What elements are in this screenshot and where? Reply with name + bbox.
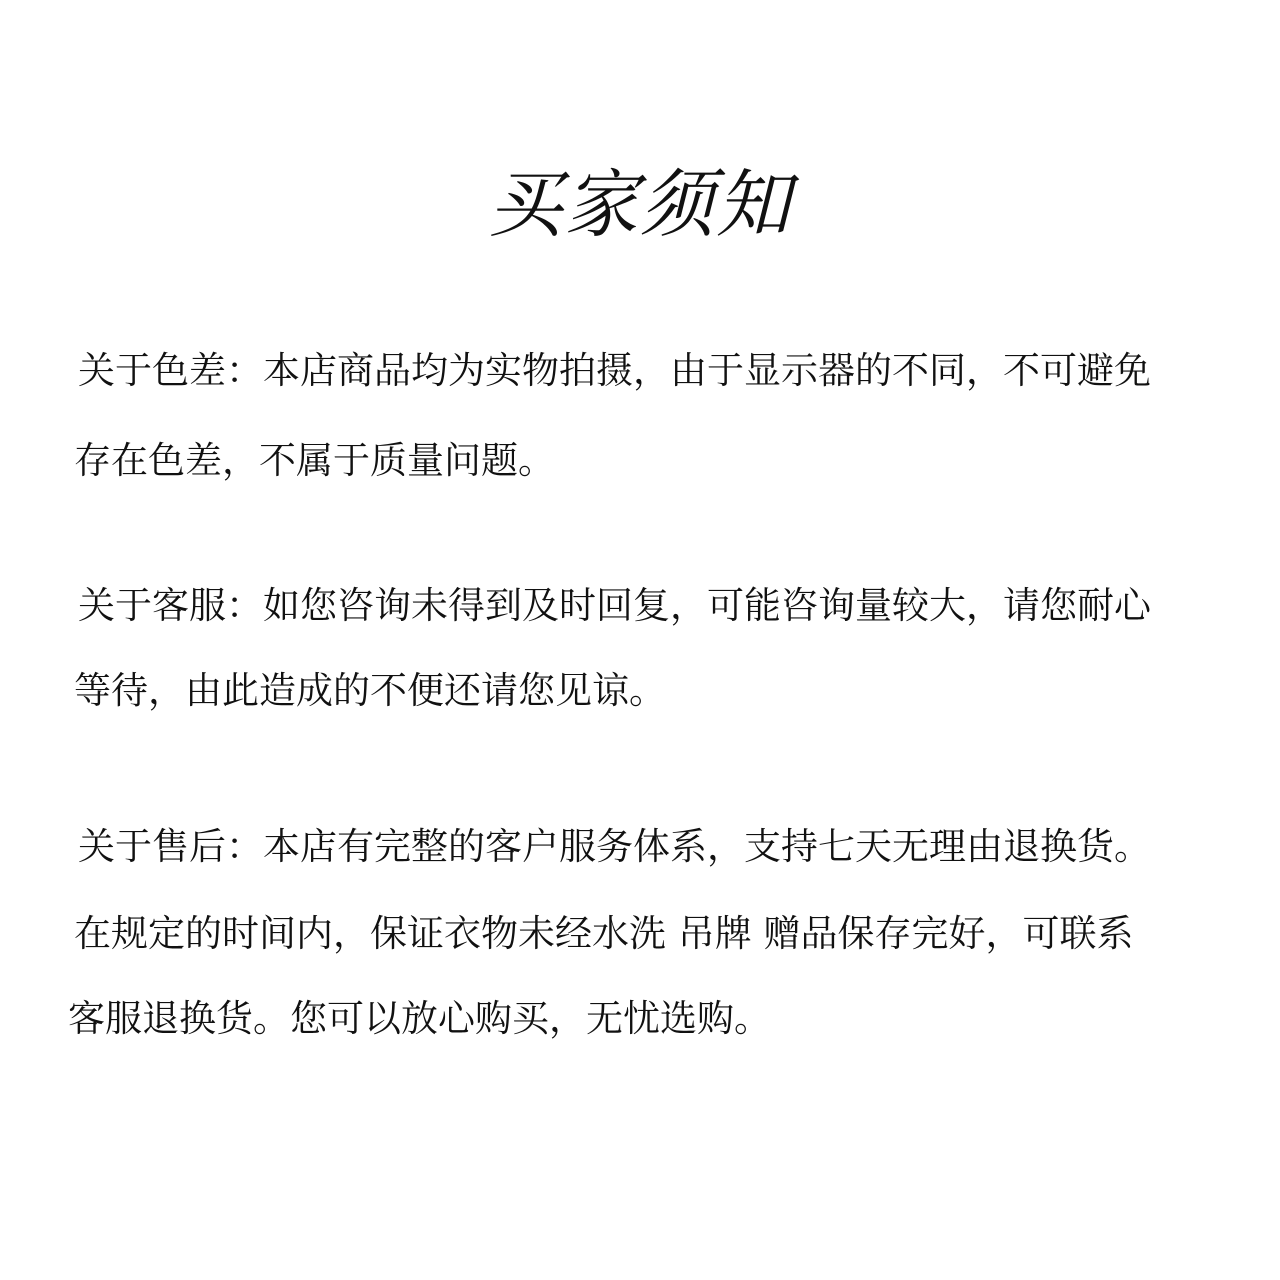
paragraph-line: 在规定的时间内，保证衣物未经水洗 吊牌 赠品保存完好，可联系 [74,912,1134,955]
paragraph-line: 客服退换货。您可以放心购买，无忧选购。 [68,997,771,1040]
paragraph-line: 关于客服：如您咨询未得到及时回复，可能咨询量较大，请您耐心 [78,584,1151,627]
page-title: 买家须知 [488,162,792,248]
paragraph-line: 等待，由此造成的不便还请您见谅。 [74,669,666,712]
paragraph-line: 关于售后：本店有完整的客户服务体系，支持七天无理由退换货。 [78,825,1151,868]
paragraph-line: 关于色差：本店商品均为实物拍摄，由于显示器的不同，不可避免 [78,349,1151,392]
paragraph-line: 存在色差，不属于质量问题。 [74,439,555,482]
